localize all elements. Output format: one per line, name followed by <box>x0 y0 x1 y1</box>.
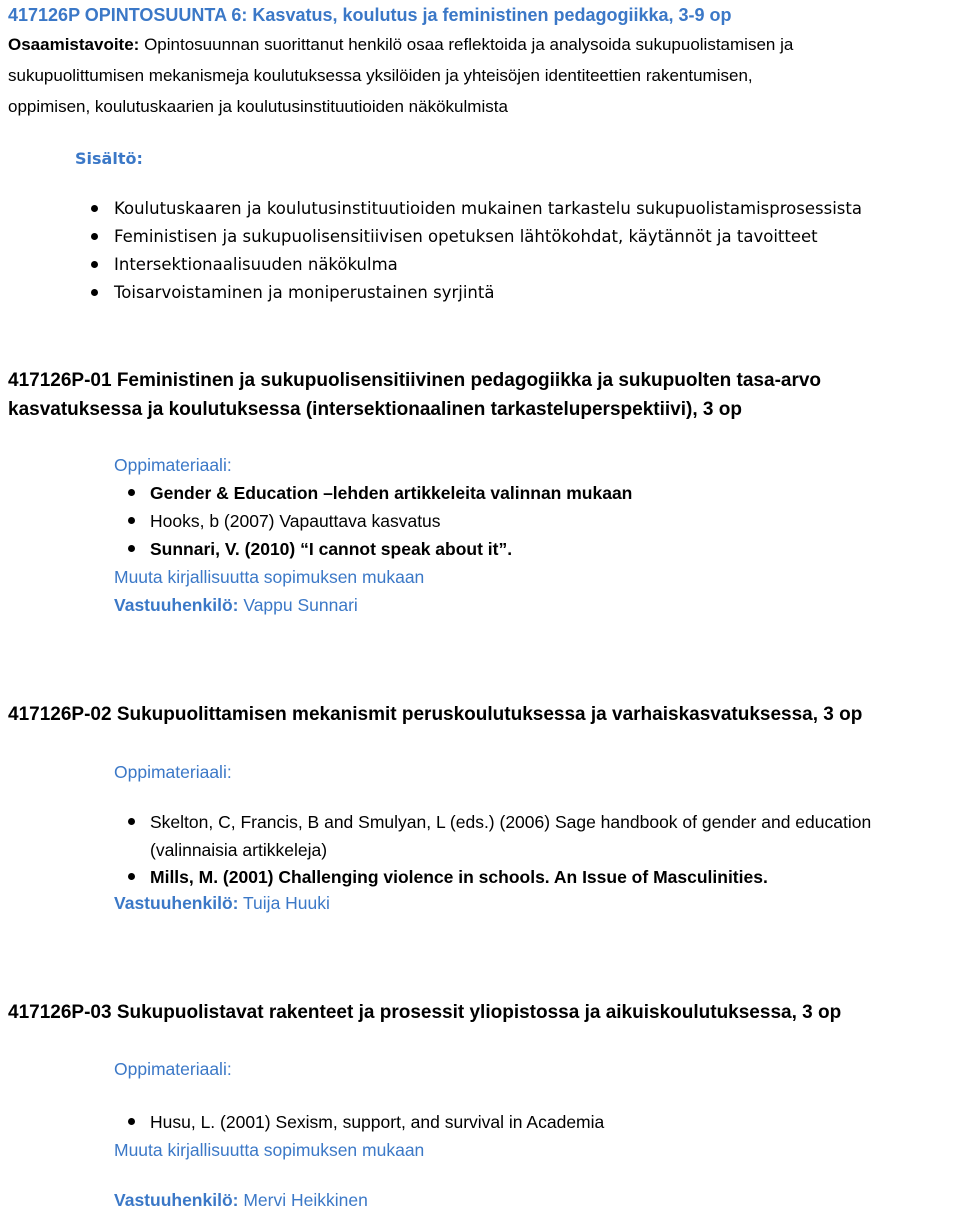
goal-line-3: oppimisen, koulutuskaarien ja koulutusinstituutioiden näkökulmista <box>8 97 508 116</box>
goal-text-1: Opintosuunnan suorittanut henkilö osaa reflektoida ja analysoida sukupuolistamisen ja <box>139 35 794 54</box>
goal-line-2: sukupuolittumisen mekanismeja koulutuksessa yksilöiden ja yhteisöjen identiteettien rakentumisen, <box>8 66 753 85</box>
course1-materials-label: Oppimateriaali: <box>114 455 232 475</box>
bullet-icon <box>128 873 135 880</box>
bullet-icon <box>128 1118 135 1125</box>
course2-material-1-cont: (valinnaisia artikkeleja) <box>150 840 328 860</box>
course1-title-line-2: kasvatuksessa ja koulutuksessa (intersektionaalinen tarkasteluperspektiivi), 3 op <box>8 399 742 420</box>
contents-label: Sisältö: <box>75 149 143 168</box>
course1-material-2: Hooks, b (2007) Vapauttava kasvatus <box>150 511 441 531</box>
course2-title: 417126P-02 Sukupuolittamisen mekanismit peruskoulutuksessa ja varhaiskasvatuksessa, 3 op <box>8 704 863 725</box>
course1-responsible <box>114 591 358 619</box>
course3-title: 417126P-03 Sukupuolistavat rakenteet ja prosessit yliopistossa ja aikuiskoulutuksessa, 3 op <box>8 1002 842 1023</box>
course1-material-3: Sunnari, V. (2010) “I cannot speak about it”. <box>150 539 513 559</box>
contents-item-4: Toisarvoistaminen ja moniperustainen syrjintä <box>114 283 495 302</box>
contents-item-1: Koulutuskaaren ja koulutusinstituutioiden mukainen tarkastelu sukupuolistamisprosessista <box>114 199 862 218</box>
bullet-icon <box>91 261 98 268</box>
course1-other: Muuta kirjallisuutta sopimuksen mukaan <box>114 567 425 587</box>
course2-material-1: Skelton, C, Francis, B and Smulyan, L (eds.) (2006) Sage handbook of gender and education <box>150 812 872 832</box>
course3-responsible <box>114 1186 368 1209</box>
course3-materials-label: Oppimateriaali: <box>114 1059 232 1079</box>
course1-material-1: Gender & Education –lehden artikkeleita valinnan mukaan <box>150 483 633 503</box>
goal-label: Osaamistavoite: <box>8 35 140 54</box>
course1-responsible-name: Vappu Sunnari <box>238 595 358 615</box>
contents-item-3: Intersektionaalisuuden näkökulma <box>114 255 398 274</box>
bullet-icon <box>91 205 98 212</box>
bullet-icon <box>128 489 135 496</box>
bullet-icon <box>128 517 135 524</box>
course3-responsible-name: Mervi Heikkinen <box>238 1190 368 1209</box>
course2-responsible <box>114 889 330 917</box>
bullet-icon <box>91 289 98 296</box>
bullet-icon <box>91 233 98 240</box>
goal-line-1 <box>8 30 793 60</box>
bullet-icon <box>128 818 135 825</box>
course3-material-1: Husu, L. (2001) Sexism, support, and survival in Academia <box>150 1112 605 1132</box>
contents-item-2: Feministisen ja sukupuolisensitiivisen opetuksen lähtökohdat, käytännöt ja tavoitteet <box>114 227 818 246</box>
course3-other: Muuta kirjallisuutta sopimuksen mukaan <box>114 1140 425 1160</box>
course2-material-2: Mills, M. (2001) Challenging violence in schools. An Issue of Masculinities. <box>150 867 768 887</box>
course2-responsible-name: Tuija Huuki <box>238 893 330 913</box>
bullet-icon <box>128 545 135 552</box>
course1-title-line-1: 417126P-01 Feministinen ja sukupuolisensitiivinen pedagogiikka ja sukupuolten tasa-arvo <box>8 370 822 391</box>
page-title: 417126P OPINTOSUUNTA 6: Kasvatus, koulutus ja feministinen pedagogiikka, 3-9 op <box>8 5 732 25</box>
course1-responsible-label: Vastuuhenkilö: <box>114 595 239 615</box>
course2-materials-label: Oppimateriaali: <box>114 762 232 782</box>
course3-responsible-label: Vastuuhenkilö: <box>114 1190 239 1209</box>
course2-responsible-label: Vastuuhenkilö: <box>114 893 239 913</box>
